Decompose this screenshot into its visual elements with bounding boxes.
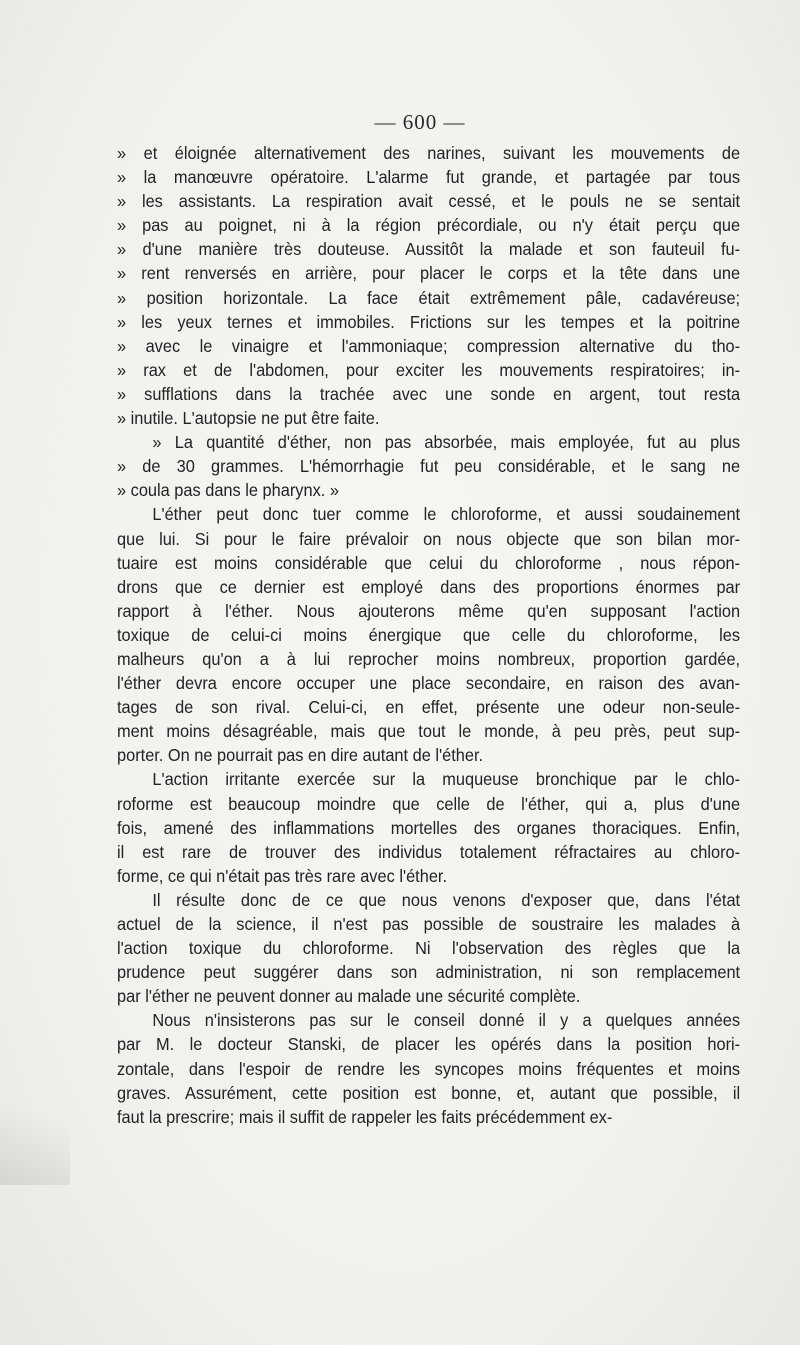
text-line: » rax et de l'abdomen, pour exciter les mouvements respiratoires; in- <box>117 359 741 380</box>
text-line: par l'éther ne peuvent donner au malade une sécurité complète. <box>117 986 581 1007</box>
text-line: » sufflations dans la trachée avec une sonde en argent, tout resta <box>117 383 741 404</box>
text-line: ment moins désagréable, mais que tout le monde, à peu près, peut sup- <box>117 721 741 742</box>
text-line: malheurs qu'on a à lui reprocher moins nombreux, proportion gardée, <box>117 648 741 669</box>
text-line: graves. Assurément, cette position est bonne, et, autant que possible, il <box>117 1082 741 1103</box>
body-text <box>117 141 740 1129</box>
page-number: — 600 — <box>374 110 466 134</box>
text-line: forme, ce qui n'était pas très rare avec l'éther. <box>117 865 448 886</box>
text-line: » avec le vinaigre et l'ammoniaque; compression alternative du tho- <box>117 335 741 356</box>
paragraph <box>117 888 740 1008</box>
text-line: rapport à l'éther. Nous ajouterons même qu'en supposant l'action <box>117 600 741 621</box>
text-line: » les assistants. La respiration avait cessé, et le pouls ne se sentait <box>117 191 741 212</box>
text-line: drons que ce dernier est employé dans des proportions énormes par <box>117 576 741 597</box>
text-line: Nous n'insisterons pas sur le conseil donné il y a quelques années <box>152 1010 741 1031</box>
text-line: toxique de celui-ci moins énergique que celle du chloroforme, les <box>117 624 741 645</box>
text-line: L'action irritante exercée sur la muqueuse bronchique par le chlo- <box>152 769 741 790</box>
quoted-paragraph <box>117 430 740 502</box>
text-line: » La quantité d'éther, non pas absorbée, mais employée, fut au plus <box>152 432 741 453</box>
text-line: » d'une manière très douteuse. Aussitôt la malade et son fauteuil fu- <box>117 239 741 260</box>
text-line: fois, amené des inflammations mortelles des organes thoraciques. Enfin, <box>117 817 741 838</box>
text-line: tages de son rival. Celui-ci, en effet, présente une odeur non-seule- <box>117 697 741 718</box>
text-line: » les yeux ternes et immobiles. Frictions sur les tempes et la poitrine <box>117 311 741 332</box>
text-line: porter. On ne pourrait pas en dire autant de l'éther. <box>117 745 484 766</box>
text-line: l'éther devra encore occuper une place secondaire, en raison des avan- <box>117 673 741 694</box>
paragraph <box>117 767 740 887</box>
text-line: L'éther peut donc tuer comme le chloroforme, et aussi soudainement <box>152 504 741 525</box>
text-line: que lui. Si pour le faire prévaloir on nous objecte que son bilan mor- <box>117 528 741 549</box>
text-line: il est rare de trouver des individus totalement réfractaires au chloro- <box>117 841 741 862</box>
text-line: » de 30 grammes. L'hémorrhagie fut peu considérable, et le sang ne <box>117 456 741 477</box>
text-line: » rent renversés en arrière, pour placer le corps et la tête dans une <box>117 263 741 284</box>
text-line: prudence peut suggérer dans son administration, ni son remplacement <box>117 962 741 983</box>
text-line: faut la prescrire; mais il suffit de rappeler les faits précédemment ex- <box>117 1106 613 1127</box>
text-line: zontale, dans l'espoir de rendre les syncopes moins fréquentes et moins <box>117 1058 741 1079</box>
text-line: Il résulte donc de ce que nous venons d'exposer que, dans l'état <box>152 889 741 910</box>
text-line: » et éloignée alternativement des narines, suivant les mouvements de <box>117 143 741 163</box>
text-line: » coula pas dans le pharynx. » <box>117 480 339 501</box>
text-line: actuel de la science, il n'est pas possible de soustraire les malades à <box>117 914 741 934</box>
paragraph <box>117 502 740 767</box>
text-line: » position horizontale. La face était extrêmement pâle, cadavéreuse; <box>117 287 741 308</box>
page-edge-shadow <box>0 1065 70 1185</box>
paragraph <box>117 1008 740 1128</box>
quoted-paragraph <box>117 141 740 430</box>
text-line: » pas au poignet, ni à la région précordiale, ou n'y était perçu que <box>117 215 741 236</box>
text-line: roforme est beaucoup moindre que celle de l'éther, qui a, plus d'une <box>117 793 741 814</box>
text-line: » inutile. L'autopsie ne put être faite. <box>117 408 380 429</box>
text-line: tuaire est moins considérable que celui du chloroforme , nous répon- <box>117 552 741 573</box>
text-line: par M. le docteur Stanski, de placer les opérés dans la position hori- <box>117 1034 741 1055</box>
text-line: l'action toxique du chloroforme. Ni l'observation des règles que la <box>117 938 741 959</box>
text-line: » la manœuvre opératoire. L'alarme fut grande, et partagée par tous <box>117 167 741 188</box>
